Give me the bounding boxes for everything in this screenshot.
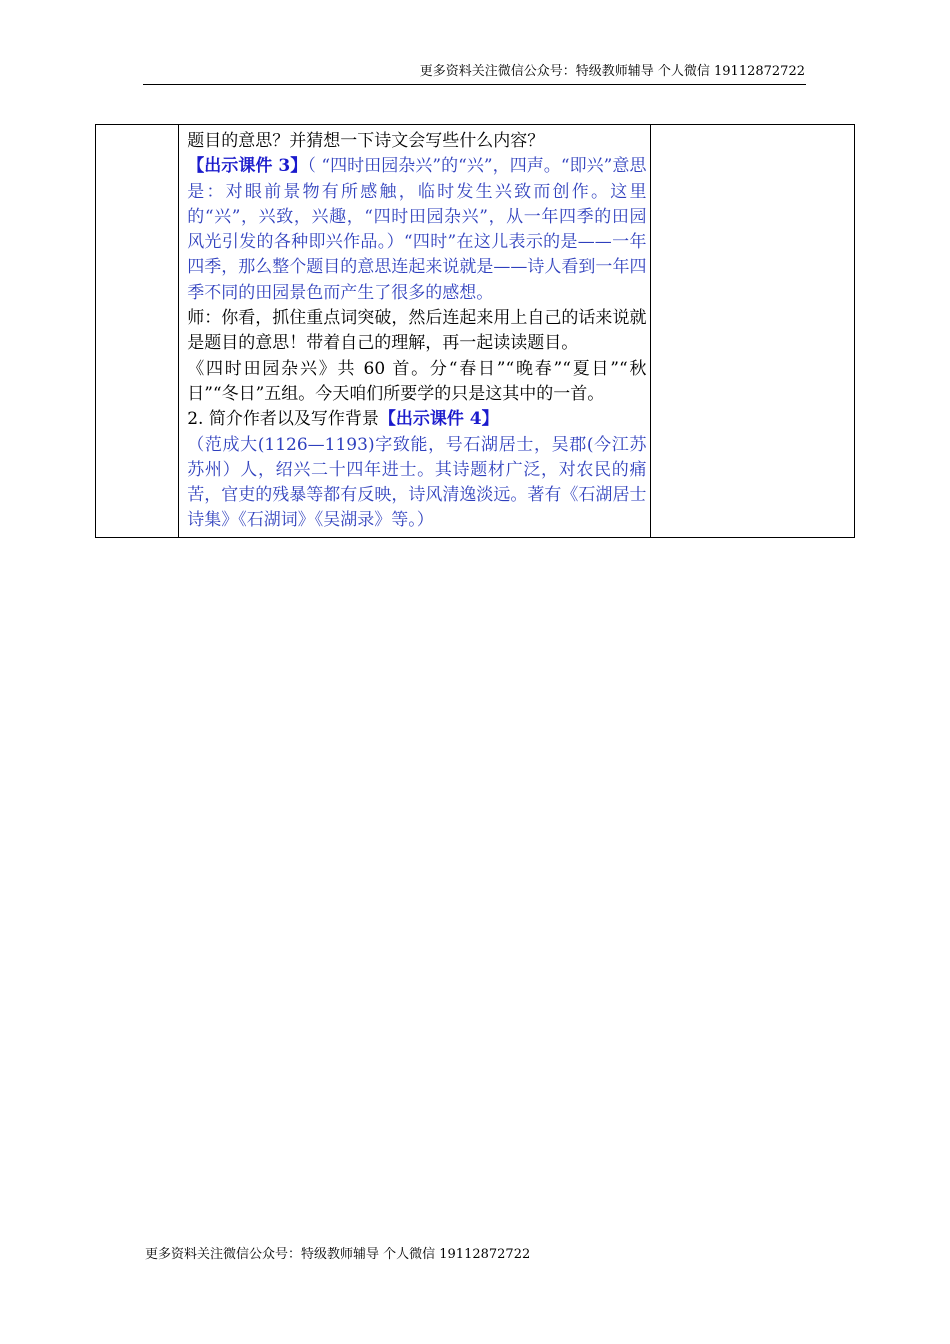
notes-cell (651, 125, 855, 538)
step-2-heading: 2. 简介作者以及写作背景 (187, 409, 379, 430)
header-divider (143, 84, 806, 85)
author-introduction: （范成大(1126—1193)字致能，号石湖居士，吴郡(今江苏苏州）人，绍兴二十四年进士。其诗题材广泛，对农民的痛苦，官吏的残暴等都有反映，诗风清逸淡远。著有《石湖居士诗集》《石湖词》《吴湖录》等。） (187, 434, 647, 531)
poem-collection-info: 《四时田园杂兴》共 60 首。分“春日”“晚春”“夏日”“秋日”“冬日”五组。今天咱们所要学的只是这其中的一首。 (187, 358, 647, 404)
page-header: 更多资料关注微信公众号：特级教师辅导 个人微信 19112872722 (419, 64, 805, 79)
teacher-remark: 师：你看，抓住重点词突破，然后连起来用上自己的话来说就是题目的意思！带着自己的理解，再一起读读题目。 (187, 308, 647, 354)
lesson-plan-table (95, 124, 855, 538)
step-2-block (187, 407, 646, 432)
question-text: 题目的意思？并猜想一下诗文会写些什么内容？ (187, 131, 545, 151)
courseware-3-label: 【出示课件 3】 (187, 156, 308, 177)
courseware-3-block (187, 154, 646, 306)
courseware-4-label: 【出示课件 4】 (378, 409, 499, 430)
stage-cell (96, 125, 179, 538)
teaching-process-cell (179, 125, 651, 538)
title-explanation: （ “四时田园杂兴”的“兴”，四声。“即兴”意思是：对眼前景物有所感触，临时发生兴致而创作。这里的“兴”，兴致，兴趣，“四时田园杂兴”，从一年四季的田园风光引发的各种即兴作品。）“四时”在这儿表示的是——一年四季，那么整个题目的意思连起来说就是——诗人看到一年四季不同的田园景色而产生了很多的感想。 (187, 156, 647, 303)
page-footer: 更多资料关注微信公众号：特级教师辅导 个人微信 19112872722 (145, 1247, 531, 1262)
table-row (96, 125, 855, 538)
